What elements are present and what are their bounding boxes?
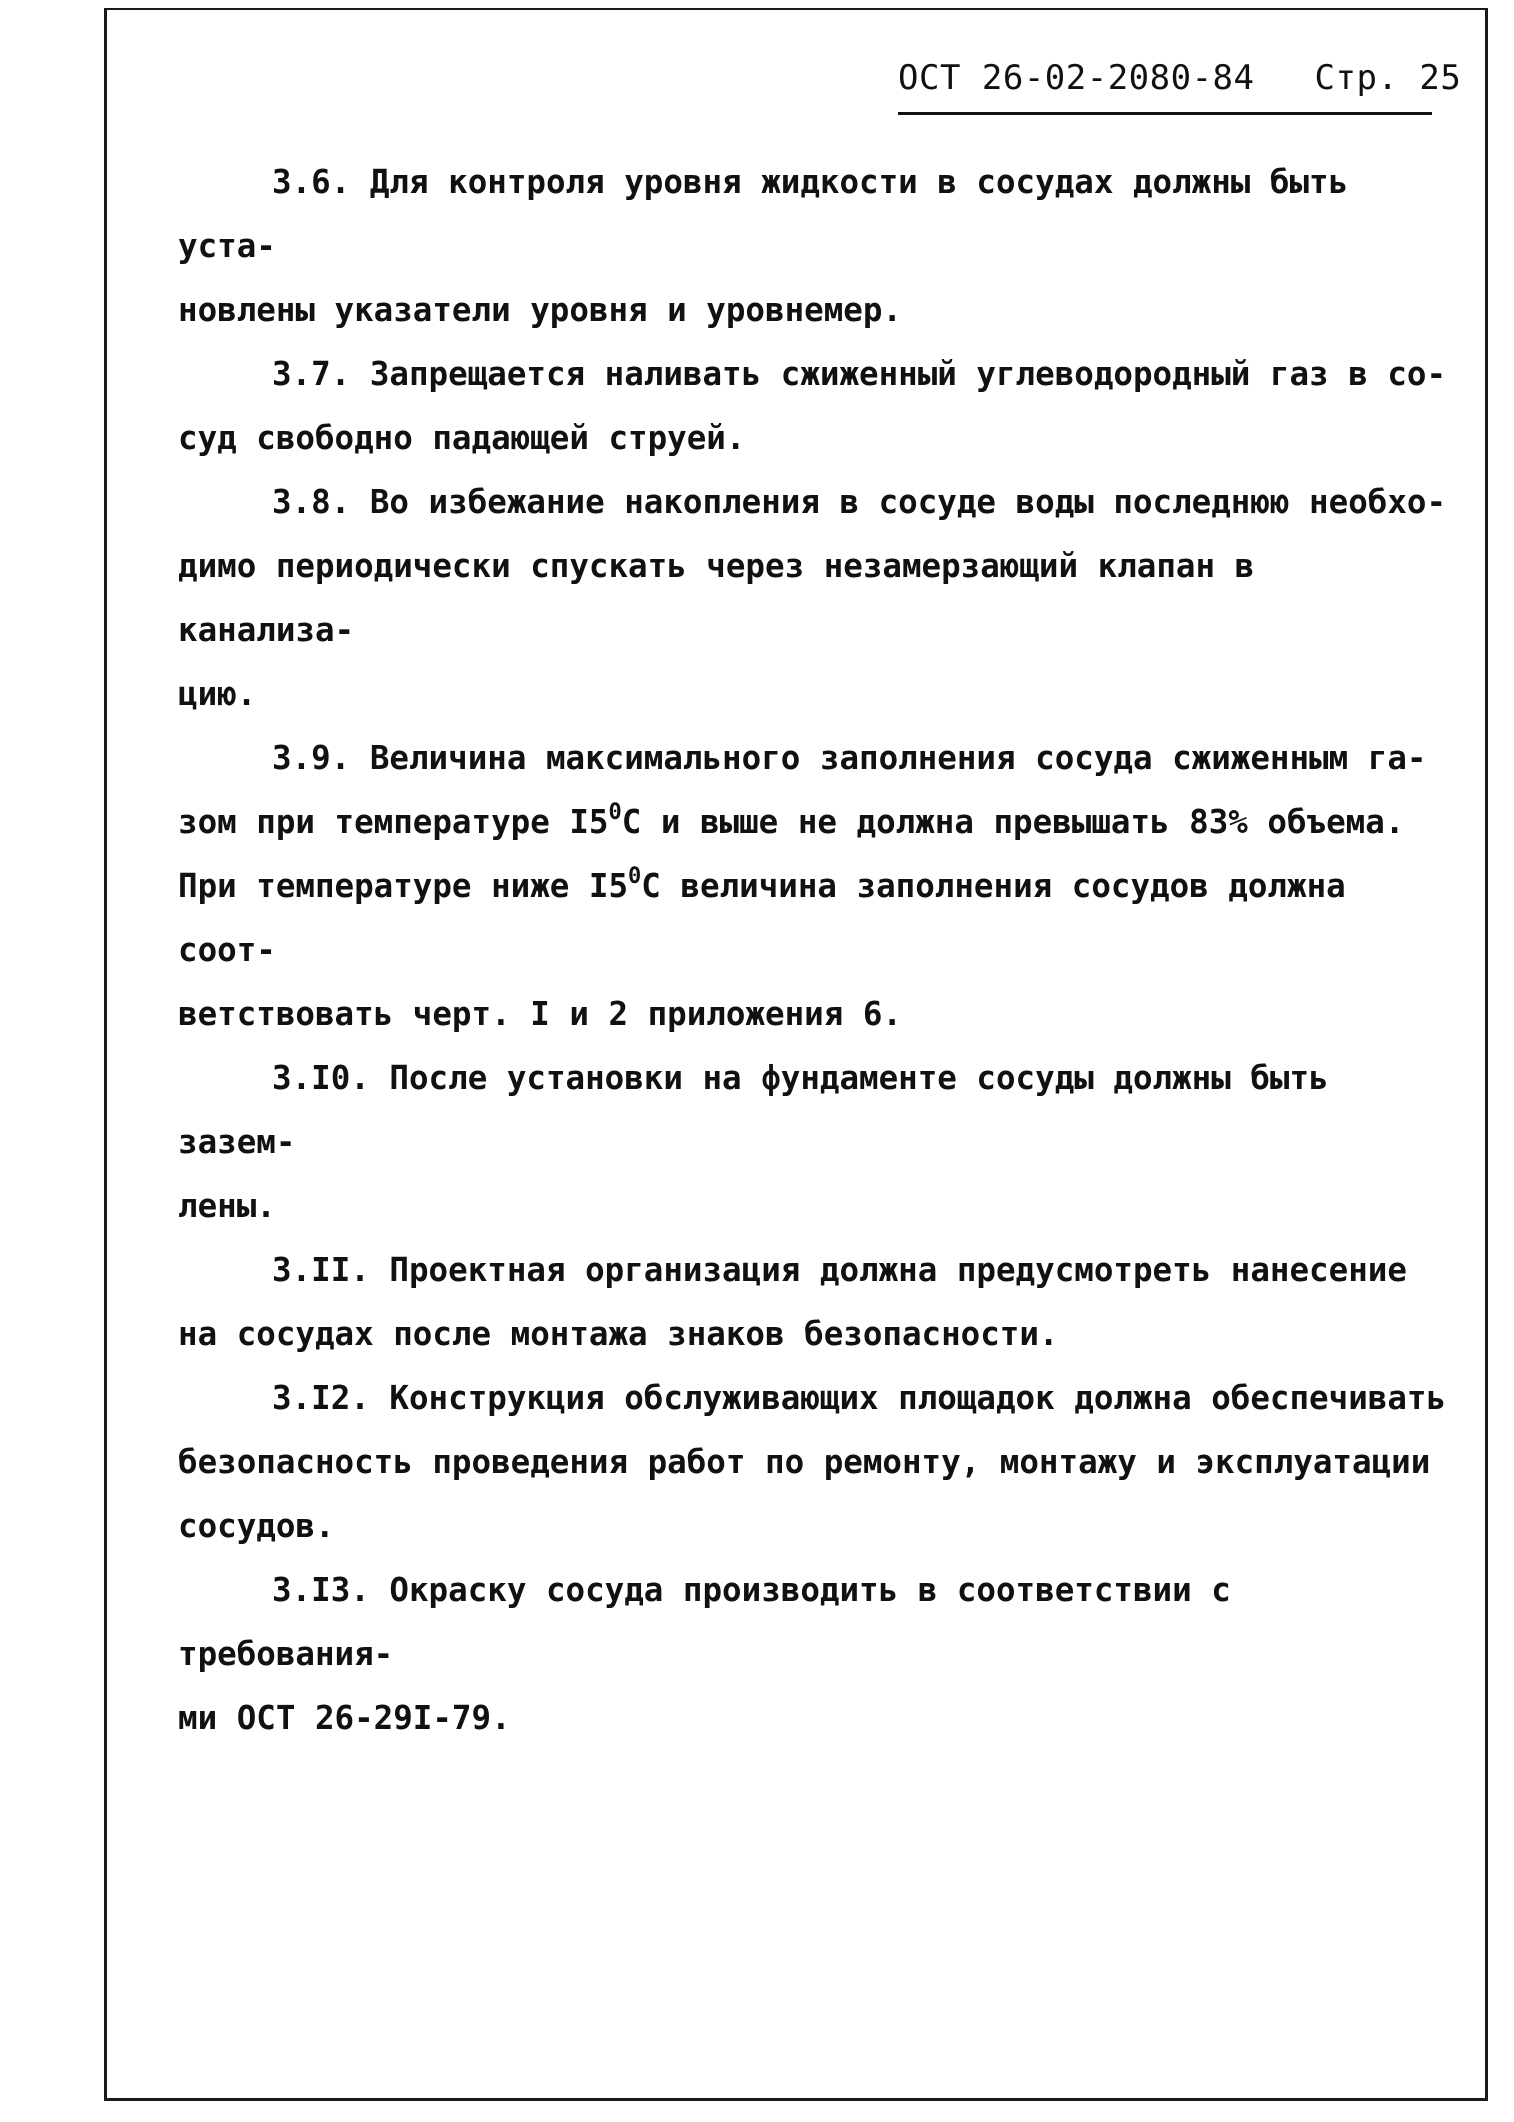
degree-superscript: 0 — [608, 800, 622, 825]
text-line: суд свободно падающей струей. — [178, 419, 746, 457]
paragraph-3-13 — [178, 1558, 1448, 1750]
text-line: С величина заполнения сосудов должна соот- — [178, 867, 1346, 969]
text-line: димо периодически спускать через незамерзающий клапан в канализа- — [178, 547, 1255, 649]
document-code: ОСТ 26-02-2080-84 — [898, 58, 1255, 98]
paragraph-number: 3.I3. — [272, 1571, 370, 1609]
text-line: цию. — [178, 675, 257, 713]
text-line: безопасность проведения работ по ремонту, монтажу и эксплуатации — [178, 1443, 1431, 1481]
paragraph-number: 3.I2. — [272, 1379, 370, 1417]
paragraph-number: 3.9. — [272, 739, 351, 777]
document-body — [178, 150, 1448, 1750]
paragraph-3-11 — [178, 1238, 1448, 1366]
text-line: новлены указатели уровня и уровнемер. — [178, 291, 902, 329]
text-line: сосудов. — [178, 1507, 335, 1545]
text-line: ветствовать черт. I и 2 приложения 6. — [178, 995, 902, 1033]
header-underline — [898, 112, 1432, 115]
text-line: на сосудах после монтажа знаков безопасности. — [178, 1315, 1059, 1353]
paragraph-3-10 — [178, 1046, 1448, 1238]
text-line: После установки на фундаменте сосуды должны быть зазем- — [178, 1059, 1329, 1161]
paragraph-3-7 — [178, 342, 1448, 470]
text-line: Запрещается наливать сжиженный углеводородный газ в со- — [369, 355, 1447, 393]
text-line: Величина максимального заполнения сосуда сжиженным га- — [369, 739, 1427, 777]
paragraph-number: 3.II. — [272, 1251, 370, 1289]
text-line: Конструкция обслуживающих площадок должна обеспечивать — [389, 1379, 1447, 1417]
text-line: Проектная организация должна предусмотреть нанесение — [389, 1251, 1407, 1289]
paragraph-3-8 — [178, 470, 1448, 726]
paragraph-3-9 — [178, 726, 1448, 1046]
paragraph-number: 3.6. — [272, 163, 351, 201]
text-line: ми ОСТ 26-29I-79. — [178, 1699, 511, 1737]
text-line: С и выше не должна превышать 83% объема. — [621, 803, 1405, 841]
text-line: Окраску сосуда производить в соответствии с требования- — [178, 1571, 1231, 1673]
text-line: Во избежание накопления в сосуде воды последнюю необхо- — [369, 483, 1447, 521]
text-line: При температуре ниже I5 — [178, 867, 629, 905]
page-header — [898, 58, 1461, 98]
paragraph-3-6 — [178, 150, 1448, 342]
paragraph-number: 3.7. — [272, 355, 351, 393]
text-line: Для контроля уровня жидкости в сосудах должны быть уста- — [178, 163, 1349, 265]
page-number: Стр. 25 — [1314, 58, 1462, 98]
paragraph-number: 3.8. — [272, 483, 351, 521]
paragraph-3-12 — [178, 1366, 1448, 1558]
text-line: зом при температуре I5 — [178, 803, 609, 841]
paragraph-number: 3.I0. — [272, 1059, 370, 1097]
text-line: лены. — [178, 1187, 276, 1225]
degree-superscript: 0 — [628, 864, 642, 889]
